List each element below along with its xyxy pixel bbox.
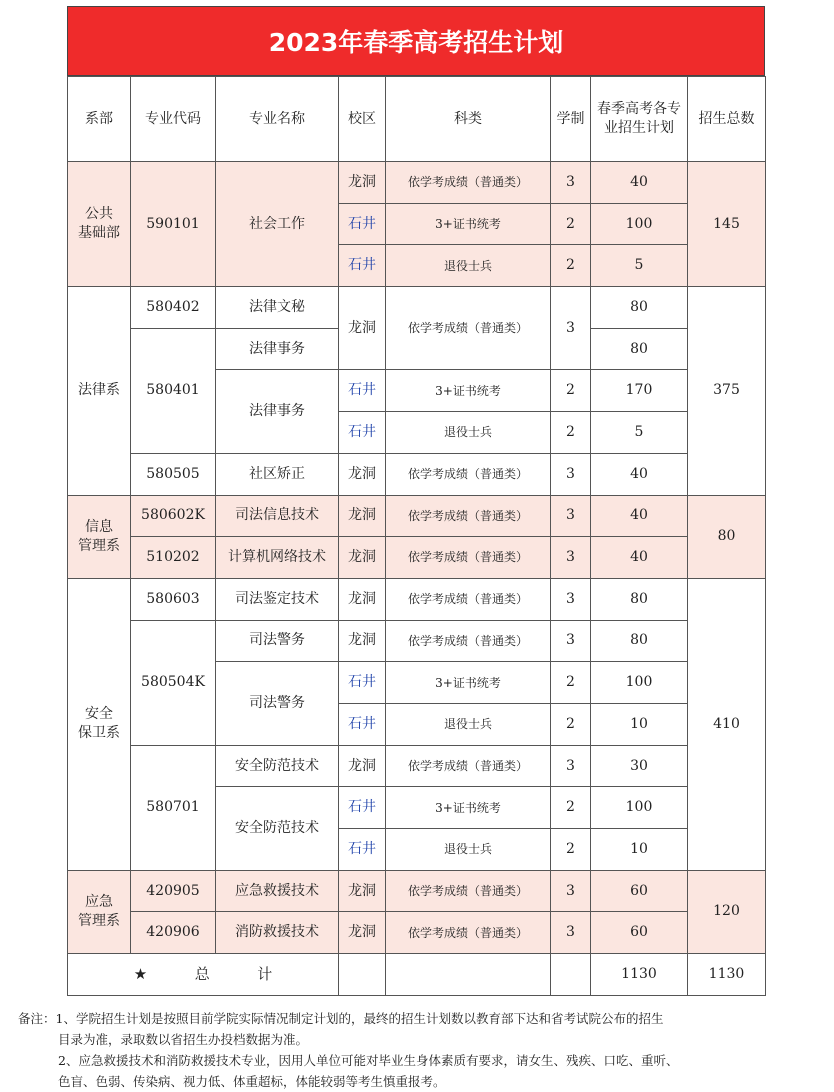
plan-cell: 40 [591, 537, 688, 579]
code-cell: 580602K [131, 495, 216, 537]
empty-cell [386, 954, 551, 996]
campus-cell: 石井 [339, 829, 386, 871]
years-cell: 3 [551, 537, 591, 579]
plan-cell: 60 [591, 912, 688, 954]
total-cell: 375 [688, 287, 766, 495]
plan-cell: 100 [591, 203, 688, 245]
plan-cell: 80 [591, 287, 688, 329]
years-cell: 2 [551, 203, 591, 245]
campus-cell: 龙洞 [339, 620, 386, 662]
category-cell: 3+证书统考 [386, 662, 551, 704]
table-row [68, 453, 766, 495]
years-cell: 3 [551, 870, 591, 912]
years-cell: 3 [551, 162, 591, 204]
name-cell: 应急救援技术 [216, 870, 339, 912]
name-cell: 安全防范技术 [216, 745, 339, 787]
summary-label-2: 计 [257, 965, 273, 984]
years-cell: 3 [551, 620, 591, 662]
category-cell: 依学考成绩（普通类） [386, 162, 551, 204]
campus-cell: 龙洞 [339, 495, 386, 537]
table-row [68, 162, 766, 204]
campus-cell: 龙洞 [339, 287, 386, 370]
plan-cell: 40 [591, 162, 688, 204]
name-cell: 司法警务 [216, 620, 339, 662]
code-cell: 580505 [131, 453, 216, 495]
campus-cell: 石井 [339, 662, 386, 704]
years-cell: 3 [551, 912, 591, 954]
years-cell: 3 [551, 495, 591, 537]
years-cell: 2 [551, 245, 591, 287]
name-cell: 社区矫正 [216, 453, 339, 495]
plan-cell: 5 [591, 412, 688, 454]
plan-cell: 60 [591, 870, 688, 912]
notes [18, 1008, 818, 1092]
summary-row [68, 954, 766, 996]
category-cell: 依学考成绩（普通类） [386, 287, 551, 370]
years-cell: 2 [551, 829, 591, 871]
campus-cell: 石井 [339, 203, 386, 245]
campus-cell: 龙洞 [339, 745, 386, 787]
category-cell: 3+证书统考 [386, 370, 551, 412]
plan-sheet [67, 6, 765, 996]
total-cell: 145 [688, 162, 766, 287]
table-row [68, 620, 766, 662]
campus-cell: 石井 [339, 787, 386, 829]
col-header: 专业代码 [131, 77, 216, 162]
category-cell: 依学考成绩（普通类） [386, 870, 551, 912]
campus-cell: 石井 [339, 245, 386, 287]
years-cell: 2 [551, 703, 591, 745]
empty-cell [339, 954, 386, 996]
category-cell: 退役士兵 [386, 829, 551, 871]
code-cell: 580504K [131, 620, 216, 745]
code-cell: 590101 [131, 162, 216, 287]
code-cell: 510202 [131, 537, 216, 579]
campus-cell: 龙洞 [339, 912, 386, 954]
plan-cell: 10 [591, 829, 688, 871]
years-cell: 3 [551, 453, 591, 495]
years-cell: 2 [551, 787, 591, 829]
name-cell: 法律事务 [216, 328, 339, 370]
plan-cell: 40 [591, 453, 688, 495]
category-cell: 退役士兵 [386, 412, 551, 454]
plan-cell: 30 [591, 745, 688, 787]
code-cell: 580401 [131, 328, 216, 453]
category-cell: 依学考成绩（普通类） [386, 912, 551, 954]
header-row [68, 77, 766, 162]
years-cell: 2 [551, 370, 591, 412]
table-row [68, 287, 766, 329]
col-header: 科类 [386, 77, 551, 162]
years-cell: 3 [551, 745, 591, 787]
code-cell: 580701 [131, 745, 216, 870]
note-line: 色盲、色弱、传染病、视力低、体重超标，体能较弱等考生慎重报考。 [58, 1074, 446, 1089]
name-cell: 司法鉴定技术 [216, 578, 339, 620]
campus-cell: 石井 [339, 412, 386, 454]
col-header: 招生总数 [688, 77, 766, 162]
code-cell: 420905 [131, 870, 216, 912]
star-icon: ★ [133, 965, 148, 984]
dept-cell: 信息 管理系 [68, 495, 131, 578]
campus-cell: 石井 [339, 370, 386, 412]
summary-label [68, 954, 339, 996]
table-row [68, 495, 766, 537]
note-line: 目录为准，录取数以省招生办投档数据为准。 [58, 1032, 309, 1047]
category-cell: 退役士兵 [386, 245, 551, 287]
empty-cell [551, 954, 591, 996]
name-cell: 司法信息技术 [216, 495, 339, 537]
name-cell: 法律事务 [216, 370, 339, 453]
category-cell: 依学考成绩（普通类） [386, 578, 551, 620]
code-cell: 580603 [131, 578, 216, 620]
name-cell: 司法警务 [216, 662, 339, 745]
table-row [68, 537, 766, 579]
campus-cell: 石井 [339, 703, 386, 745]
name-cell: 安全防范技术 [216, 787, 339, 870]
col-header: 校区 [339, 77, 386, 162]
table-row [68, 912, 766, 954]
category-cell: 依学考成绩（普通类） [386, 745, 551, 787]
table-row [68, 745, 766, 787]
plan-cell: 5 [591, 245, 688, 287]
page-title: 2023年春季高考招生计划 [67, 6, 765, 76]
category-cell: 依学考成绩（普通类） [386, 537, 551, 579]
category-cell: 依学考成绩（普通类） [386, 620, 551, 662]
years-cell: 3 [551, 287, 591, 370]
campus-cell: 龙洞 [339, 537, 386, 579]
total-cell: 120 [688, 870, 766, 953]
plan-cell: 170 [591, 370, 688, 412]
plan-cell: 100 [591, 662, 688, 704]
plan-cell: 40 [591, 495, 688, 537]
name-cell: 计算机网络技术 [216, 537, 339, 579]
years-cell: 3 [551, 578, 591, 620]
category-cell: 依学考成绩（普通类） [386, 453, 551, 495]
summary-total: 1130 [688, 954, 766, 996]
plan-cell: 80 [591, 578, 688, 620]
col-header: 学制 [551, 77, 591, 162]
dept-cell: 法律系 [68, 287, 131, 495]
note-line: 2、应急救援技术和消防救援技术专业，因用人单位可能对毕业生身体素质有要求，请女生、残疾、口吃、重听、 [58, 1053, 679, 1068]
campus-cell: 龙洞 [339, 162, 386, 204]
plan-cell: 80 [591, 328, 688, 370]
dept-cell: 公共 基础部 [68, 162, 131, 287]
code-cell: 580402 [131, 287, 216, 329]
dept-cell: 安全 保卫系 [68, 578, 131, 870]
summary-plan: 1130 [591, 954, 688, 996]
category-cell: 依学考成绩（普通类） [386, 495, 551, 537]
plan-cell: 100 [591, 787, 688, 829]
total-cell: 410 [688, 578, 766, 870]
note-line: 备注：1、学院招生计划是按照目前学院实际情况制定计划的，最终的招生计划数以教育部下达和省考试院公布的招生 [18, 1011, 664, 1026]
col-header: 系部 [68, 77, 131, 162]
campus-cell: 龙洞 [339, 578, 386, 620]
plan-cell: 80 [591, 620, 688, 662]
plan-table [67, 76, 766, 996]
campus-cell: 龙洞 [339, 870, 386, 912]
category-cell: 3+证书统考 [386, 787, 551, 829]
code-cell: 420906 [131, 912, 216, 954]
campus-cell: 龙洞 [339, 453, 386, 495]
col-header: 春季高考各专业招生计划 [591, 77, 688, 162]
col-header: 专业名称 [216, 77, 339, 162]
years-cell: 2 [551, 662, 591, 704]
dept-cell: 应急 管理系 [68, 870, 131, 953]
total-cell: 80 [688, 495, 766, 578]
table-row [68, 578, 766, 620]
plan-cell: 10 [591, 703, 688, 745]
table-row [68, 870, 766, 912]
name-cell: 消防救援技术 [216, 912, 339, 954]
category-cell: 3+证书统考 [386, 203, 551, 245]
name-cell: 社会工作 [216, 162, 339, 287]
years-cell: 2 [551, 412, 591, 454]
category-cell: 退役士兵 [386, 703, 551, 745]
summary-label-1: 总 [194, 965, 210, 984]
name-cell: 法律文秘 [216, 287, 339, 329]
